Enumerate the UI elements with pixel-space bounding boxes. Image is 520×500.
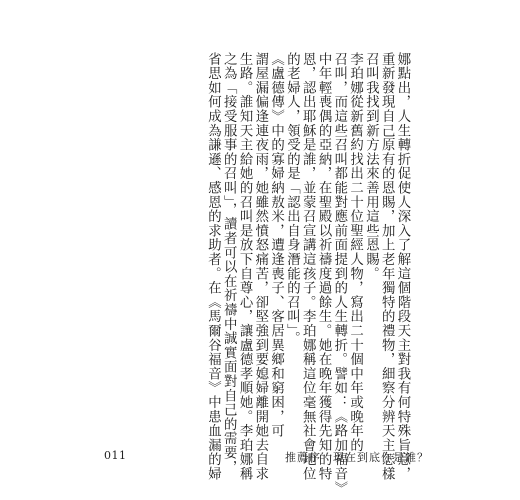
text-line: 重新發現自己原有的恩賜，加上老年獨特的禮物，細察分辨天主怎樣 (379, 52, 395, 481)
text-line: 娜點出，人生轉折促使人深入了解這個階段天主對我有何特殊旨意， (395, 52, 410, 481)
text-line: 《盧德傳》中的寡婦納敖米，遭逢喪子、客居異鄉和窮困，可 (268, 52, 284, 439)
text-line: 之為「接受服事的召叫」，讀者可以在祈禱中誠實面對自己的需要， (221, 52, 237, 475)
text-line: 省思如何成為謙遜、感恩的求助者。在《馬爾谷福音》中患血漏的婦 (205, 52, 221, 481)
page-number: 011 (104, 449, 127, 462)
text-line: 李珀娜從新舊約找出二十位聖經人物，寫出二十個中年或晚年的 (347, 52, 363, 453)
text-line: 生路。誰知天主給她的召叫是放下自尊心，讓盧德孝順她。李珀娜稱 (237, 52, 253, 481)
text-line: 召叫，而這些召叫都能對應前面提到的人生轉折。譬如：《路加福音》 (331, 52, 347, 496)
page-footer (0, 449, 520, 465)
text-line: 的老婦人，領受的是「認出自身潛能的召叫」。 (284, 52, 300, 346)
text-line: 中年輕喪偶的亞納，在聖殿以祈禱度過餘生。她在晚年獲得先知的特 (316, 52, 332, 481)
running-head: 推薦序 現在到底你是誰？ (285, 451, 429, 464)
text-line: 謂屋漏偏逢連夜雨，她雖然憤怒痛苦，卻堅強到要媳婦離開她去自求 (252, 52, 268, 481)
text-line: 召叫我找到新方法來善用這些恩賜。 (363, 52, 379, 281)
text-line: 恩，認出耶穌是誰，並蒙召宣講這孩子。李珀娜稱這位毫無社會地位 (300, 52, 316, 481)
